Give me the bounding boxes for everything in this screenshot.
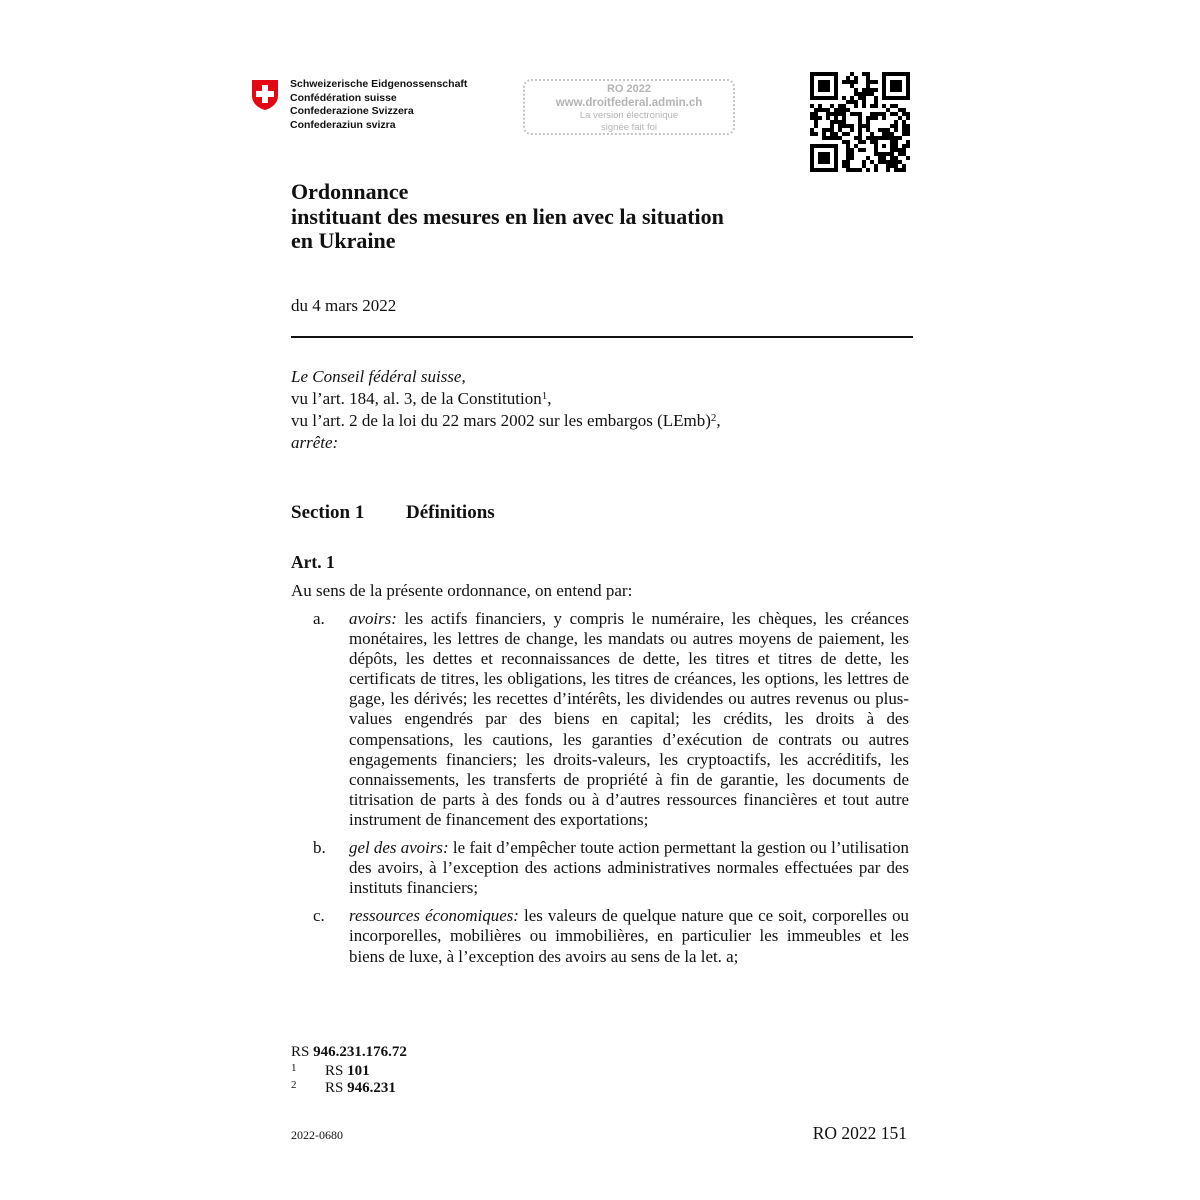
footnote-number: 2 (291, 1079, 297, 1091)
article-intro: Au sens de la présente ordonnance, on entend par: (291, 581, 633, 600)
preamble-authority: Le Conseil fédéral suisse, (291, 367, 466, 386)
rs-prefix: RS (291, 1044, 314, 1060)
definition-item (291, 838, 911, 898)
preamble-basis-1 (291, 388, 721, 410)
article-heading: Art. 1 (291, 552, 335, 572)
definition-list (291, 609, 911, 975)
preamble-basis-2 (291, 410, 721, 432)
definition-body (349, 838, 909, 898)
swiss-cross-icon (250, 79, 280, 111)
confederation-name-fr: Confédération suisse (290, 91, 397, 104)
definition-body (349, 609, 909, 830)
definition-item (291, 609, 911, 830)
definition-text: les actifs financiers, y compris le numéraire, les chèques, les créances monétaires, les lettres de change, les mandats ou autres moyens de paiement, les dépôts, les dettes et reconnaissances de dette, les titres et titres de dette, les certificats de titres, les obligations, les titres de créances, les options, les lettres de gage, les dérivés; les recettes d’intérêts, les dividendes ou autres revenus ou plus-values engendrés par des biens en capital; les crédits, les droits à des compensations, les cautions, les garanties d’exécution de contrats ou autres engagements financiers; les droits-valeurs, les cryptoactifs, les accréditifs, les connaissements, les transferts de propriété à fin de garantie, les documents de titrisation de parts à des fonds ou à d’autres ressources financières et tout autre instrument de financement des exportations; (349, 609, 909, 829)
stamp-note-1: La version électronique (579, 110, 679, 121)
ordinance-date: du 4 mars 2022 (291, 296, 397, 315)
stamp-note-2: signée fait foi (601, 121, 657, 133)
footnote-text (325, 1080, 396, 1097)
preamble-basis-2-end: , (716, 411, 721, 430)
section-heading (291, 502, 495, 524)
title-line: Ordonnance (291, 179, 409, 204)
page-title (291, 180, 724, 254)
definition-letter: b. (313, 838, 326, 858)
definition-item (291, 906, 911, 966)
official-stamp (523, 79, 735, 135)
footnote-ref-1[interactable]: 1 (541, 390, 548, 402)
document-number: 2022-0680 (291, 1128, 343, 1142)
preamble-basis-1-text: vu l’art. 184, al. 3, de la Constitution (291, 389, 542, 408)
preamble-basis-1-end: , (547, 389, 552, 408)
footnote-1 (291, 1062, 370, 1080)
footnote-ref-2[interactable]: 2 (710, 412, 717, 424)
definition-body (349, 906, 909, 966)
rs-classification (291, 1043, 407, 1061)
definition-text: les valeurs de quelque nature que ce soit, corporelles ou incorporelles, mobilières ou immobilières, en particulier les immeubles et les biens de luxe, à l’exception des avoirs au sens de la let. a; (349, 906, 909, 966)
title-line: en Ukraine (291, 228, 396, 253)
definition-term: avoirs: (349, 609, 397, 628)
confederation-logo (250, 78, 467, 132)
footnote-2 (291, 1079, 396, 1097)
definition-letter: c. (313, 906, 325, 926)
qr-code-icon[interactable] (810, 72, 910, 172)
footnote-text (325, 1063, 370, 1080)
definition-term: ressources économiques: (349, 906, 519, 926)
footnote-ref[interactable]: 101 (347, 1063, 370, 1079)
footnote-prefix: RS (325, 1063, 348, 1079)
definition-letter: a. (313, 609, 325, 628)
stamp-ro: RO 2022 (606, 83, 652, 95)
preamble-decree: arrête: (291, 433, 339, 452)
preamble (291, 366, 721, 454)
definition-term: gel des avoirs: (349, 838, 449, 858)
section-title: Définitions (406, 502, 495, 523)
definition-text: le fait d’empêcher toute action permettant la gestion ou l’utilisation des avoirs, à l’exception des actions administratives normales effectuées par des instituts financiers; (349, 838, 910, 898)
rs-number: 946.231.176.72 (313, 1044, 407, 1060)
footnote-number: 1 (291, 1062, 297, 1074)
title-line: instituant des mesures en lien avec la situation (291, 203, 724, 229)
confederation-names (290, 78, 467, 132)
confederation-name-it: Confederazione Svizzera (290, 105, 414, 117)
title-divider (291, 336, 913, 338)
confederation-name-rm: Confederaziun svizra (290, 118, 396, 131)
footnote-prefix: RS (325, 1080, 348, 1096)
section-number: Section 1 (291, 502, 365, 523)
confederation-name-de: Schweizerische Eidgenossenschaft (290, 78, 468, 90)
footnote-ref[interactable]: 946.231 (347, 1080, 396, 1096)
ro-reference: RO 2022 151 (812, 1123, 907, 1143)
stamp-url[interactable]: www.droitfederal.admin.ch (555, 97, 703, 109)
preamble-basis-2-text: vu l’art. 2 de la loi du 22 mars 2002 sur les embargos (LEmb) (291, 411, 711, 430)
